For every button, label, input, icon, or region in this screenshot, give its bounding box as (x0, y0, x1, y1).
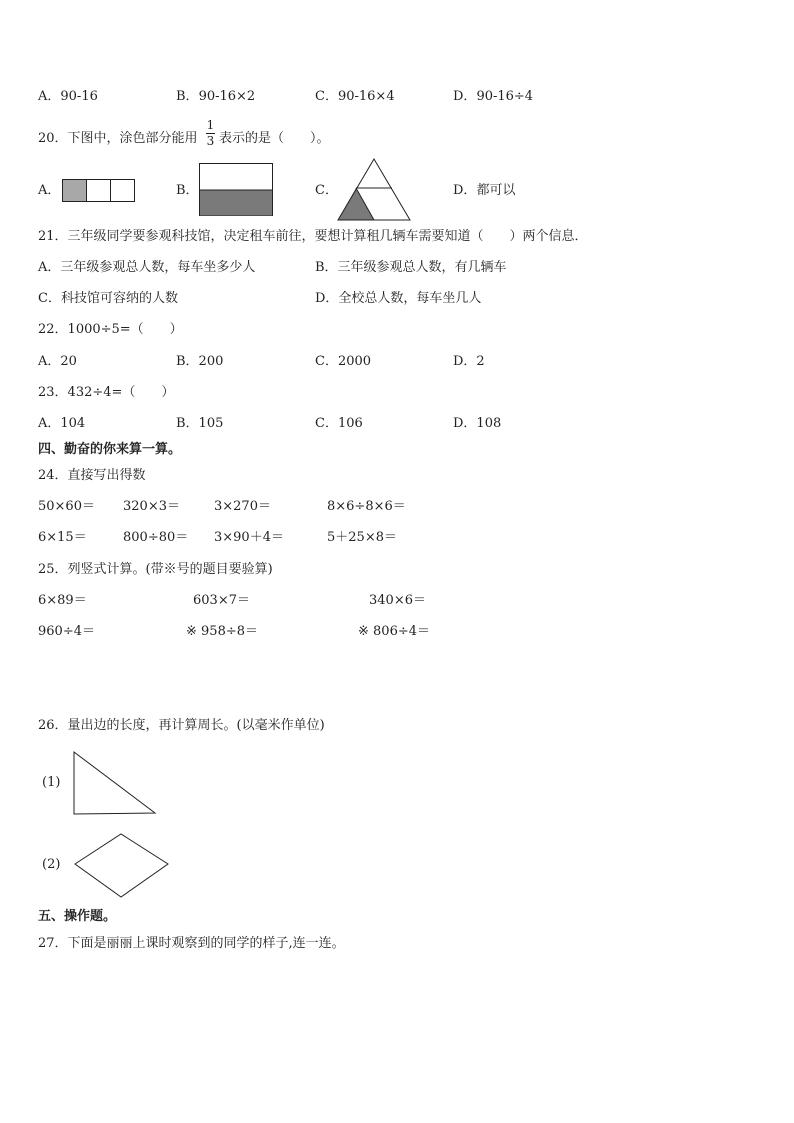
q19-option-c[interactable]: C．90-16×4 (315, 89, 395, 104)
section-5-title: 五、操作题。 (38, 909, 117, 924)
q20-fraction (206, 119, 215, 148)
q20-figure-c-triangle (337, 158, 411, 222)
q25-item: ※ 958÷8＝ (186, 624, 259, 639)
q23-option-c[interactable]: C．106 (315, 416, 363, 431)
q24-item: 3×90＋4＝ (214, 530, 284, 545)
q26-right-triangle (72, 751, 156, 815)
q25-item: ※ 806÷4＝ (358, 624, 431, 639)
q21-option-b[interactable]: B．三年级参观总人数，有几辆车 (315, 260, 507, 275)
q26-rhombus (74, 833, 170, 899)
q23-option-d[interactable]: D．108 (453, 416, 502, 431)
q19-option-b[interactable]: B．90-16×2 (176, 89, 256, 104)
fraction-denominator: 3 (206, 134, 215, 148)
q20-option-a[interactable]: A． (38, 183, 61, 198)
q20-stem-suffix: 表示的是（ ）。 (219, 131, 330, 146)
q22-stem: 22．1000÷5=（ ） (38, 322, 183, 337)
q24-item: 800÷80＝ (123, 530, 189, 545)
q24-item: 6×15＝ (38, 530, 87, 545)
q25-item: 6×89＝ (38, 593, 87, 608)
q24-item: 320×3＝ (123, 499, 180, 514)
section-4-title: 四、勤奋的你来算一算。 (38, 442, 182, 457)
q25-item: 960÷4＝ (38, 624, 95, 639)
q26-label-2: (2) (42, 857, 61, 872)
q24-item: 8×6÷8×6＝ (327, 499, 406, 514)
q20-figure-a-strip (62, 179, 136, 203)
q22-option-c[interactable]: C．2000 (315, 354, 372, 369)
q24-item: 50×60＝ (38, 499, 95, 514)
q24-item: 3×270＝ (214, 499, 271, 514)
q22-option-a[interactable]: A．20 (38, 354, 77, 369)
q20-stem-prefix: 20．下图中，涂色部分能用 (38, 131, 198, 146)
shaded-half (200, 190, 272, 216)
q21-stem: 21．三年级同学要参观科技馆，决定租车前往，要想计算租几辆车需要知道（ ）两个信息． (38, 229, 588, 244)
blank-cell (87, 180, 111, 202)
q21-option-c[interactable]: C．科技馆可容纳的人数 (38, 291, 178, 306)
q23-option-a[interactable]: A．104 (38, 416, 86, 431)
q25-item: 603×7＝ (193, 593, 250, 608)
q26-stem: 26．量出边的长度，再计算周长。(以毫米作单位) (38, 718, 325, 733)
q24-item: 5＋25×8＝ (327, 530, 397, 545)
q24-stem: 24．直接写出得数 (38, 468, 146, 483)
q23-stem: 23．432÷4=（ ） (38, 385, 175, 400)
q20-option-c[interactable]: C． (315, 183, 338, 198)
q25-item: 340×6＝ (369, 593, 426, 608)
fraction-numerator: 1 (206, 118, 215, 132)
q22-option-d[interactable]: D．2 (453, 354, 485, 369)
q20-option-b[interactable]: B． (176, 183, 199, 198)
shaded-cell (63, 180, 87, 202)
q21-option-a[interactable]: A．三年级参观总人数，每车坐多少人 (38, 260, 256, 275)
q27-stem: 27．下面是丽丽上课时观察到的同学的样子,连一连。 (38, 936, 345, 951)
q20-figure-b-rectangle (199, 163, 274, 217)
q26-label-1: (1) (42, 775, 61, 790)
q19-option-a[interactable]: A．90-16 (38, 89, 98, 104)
blank-cell (111, 180, 135, 202)
q22-option-b[interactable]: B．200 (176, 354, 224, 369)
q20-option-d[interactable]: D．都可以 (453, 183, 516, 198)
q23-option-b[interactable]: B．105 (176, 416, 224, 431)
q25-stem: 25．列竖式计算。(带※号的题目要验算) (38, 562, 273, 577)
shaded-triangle (338, 188, 374, 220)
q19-option-d[interactable]: D．90-16÷4 (453, 89, 534, 104)
q21-option-d[interactable]: D．全校总人数，每车坐几人 (315, 291, 482, 306)
